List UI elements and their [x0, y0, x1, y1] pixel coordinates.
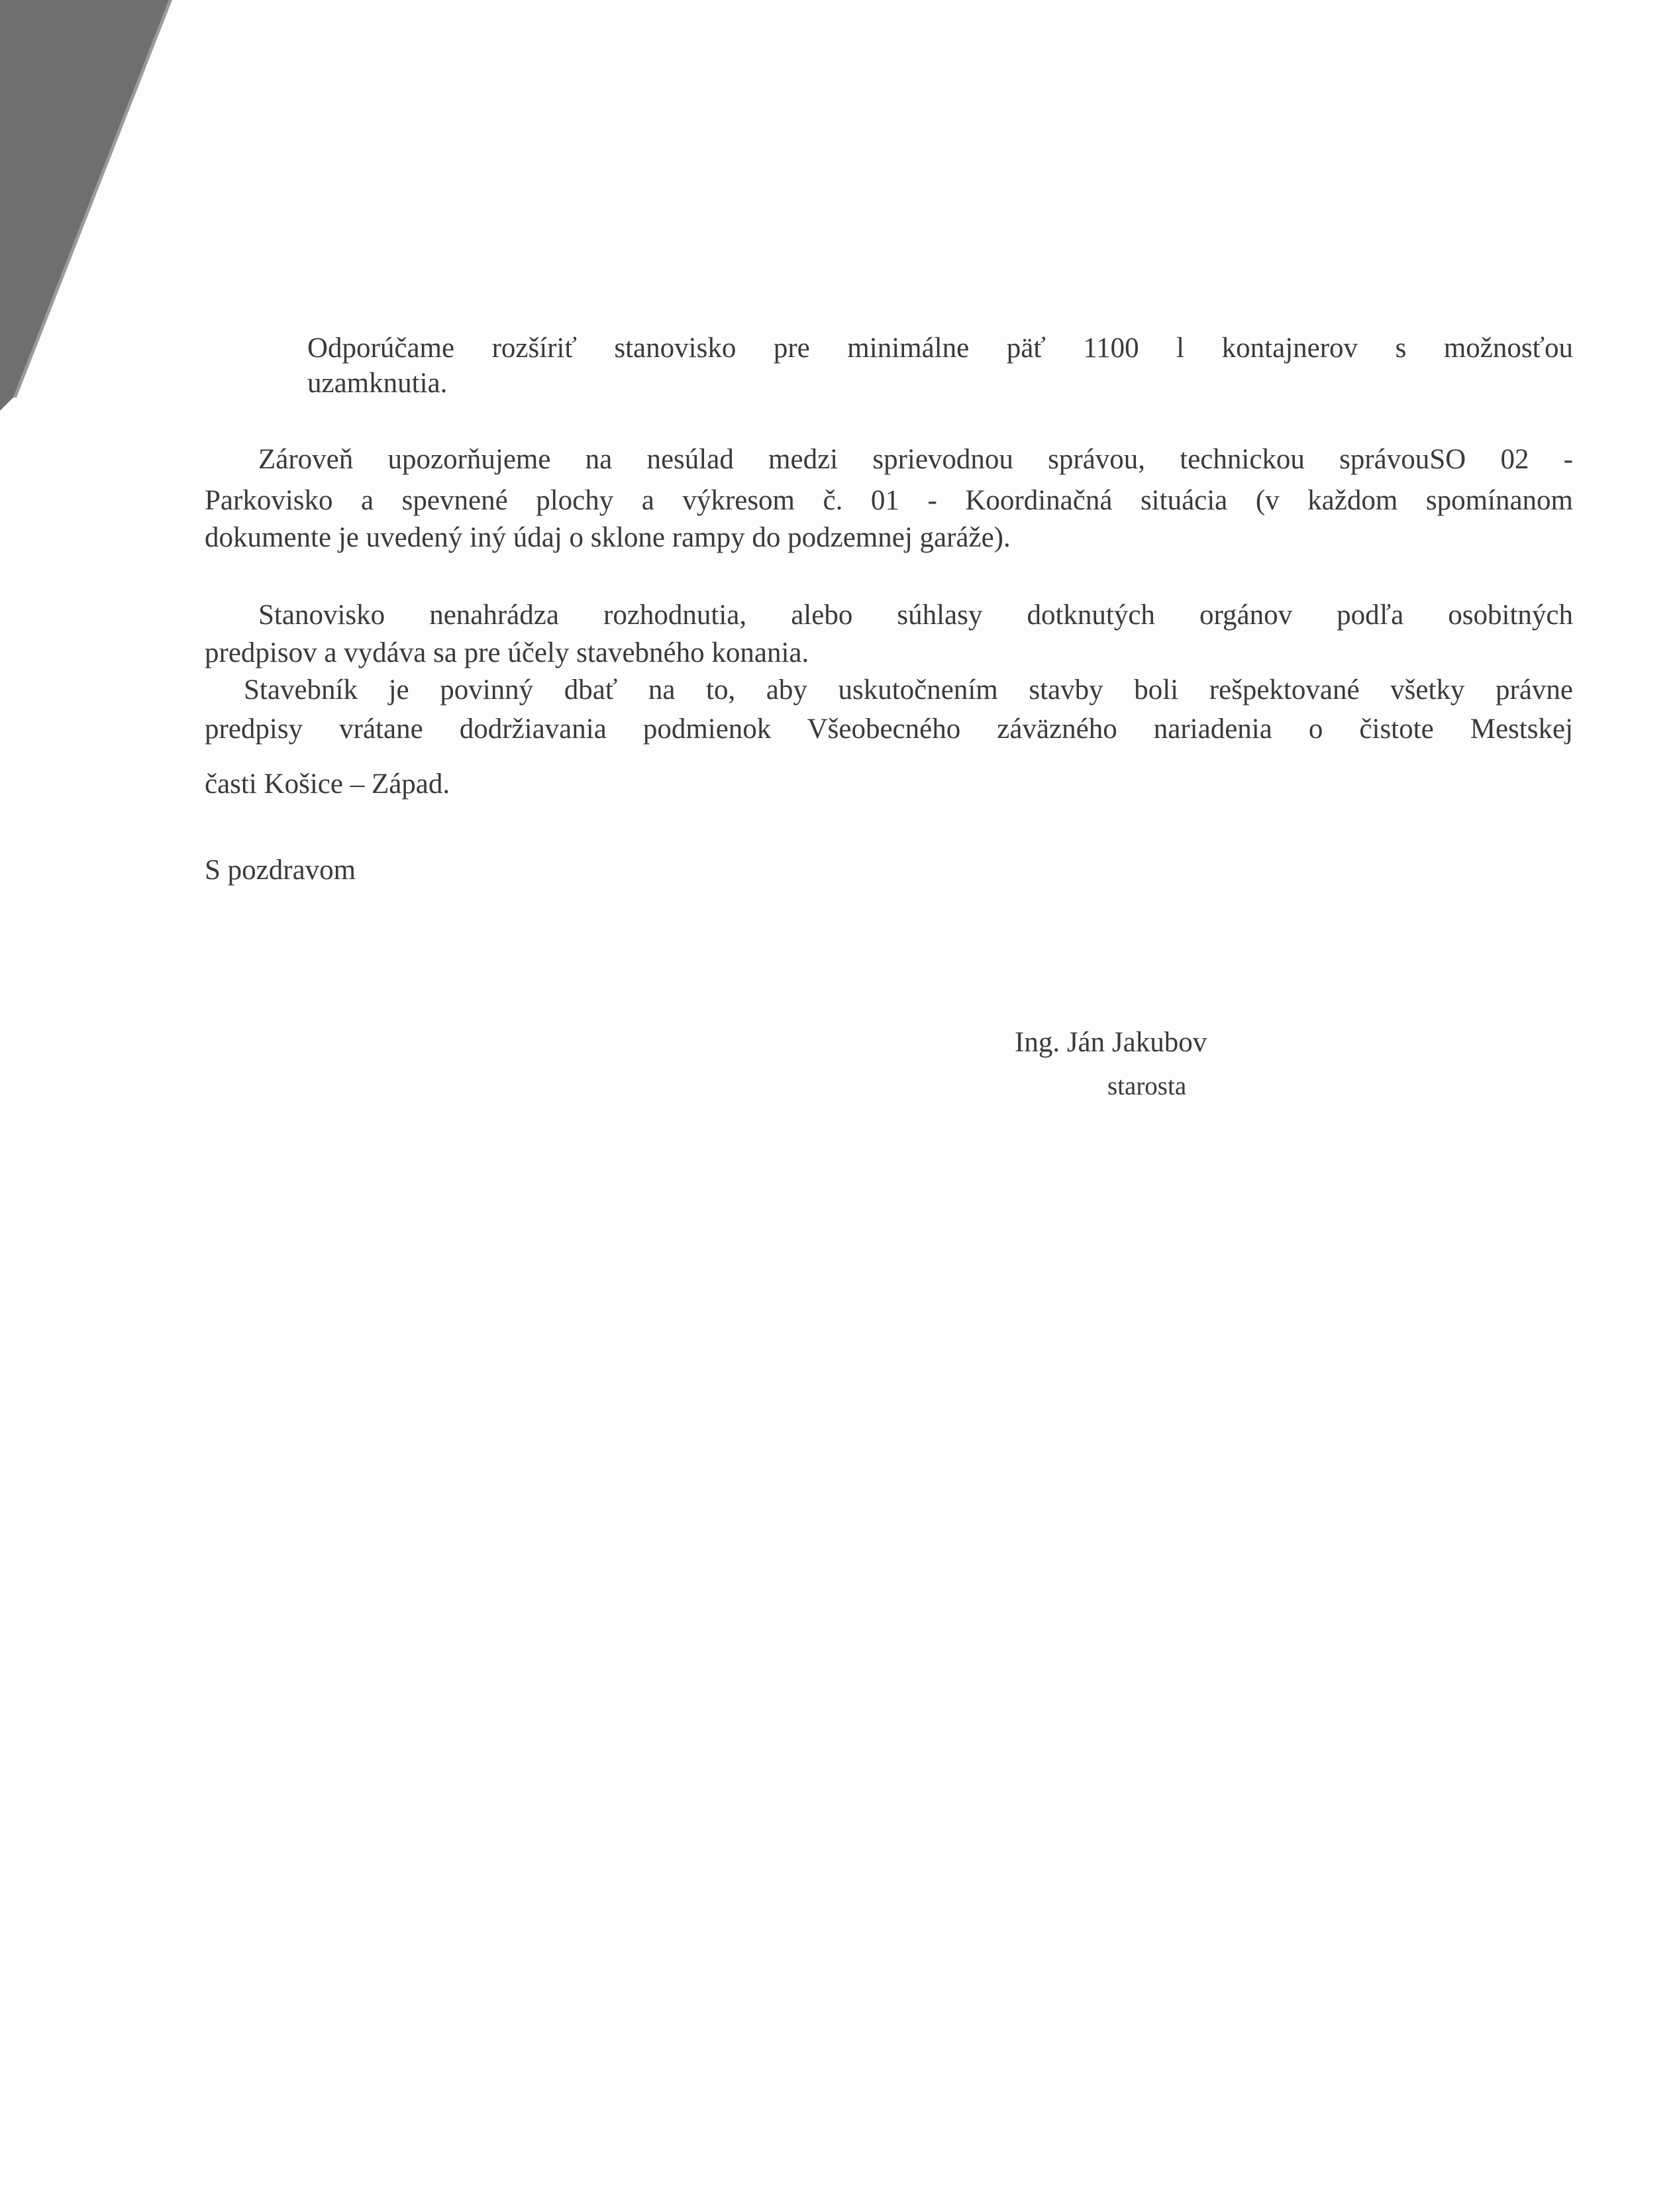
paragraph-4-line-2: predpisy vrátane dodržiavania podmienok Všeobecného záväzného nariadenia o čistote Mestskej: [205, 713, 1573, 745]
paragraph-1-line-2: uzamknutia.: [307, 368, 448, 399]
paragraph-3-line-2: predpisov a vydáva sa pre účely stavebného konania.: [205, 637, 809, 668]
paragraph-2-line-3: dokumente je uvedený iný údaj o sklone rampy do podzemnej garáže).: [205, 522, 1011, 553]
paragraph-1-line-1: Odporúčame rozšíriť stanovisko pre minimálne päť 1100 l kontajnerov s možnosťou: [307, 333, 1573, 364]
signatory-name: Ing. Ján Jakubov: [1015, 1027, 1207, 1058]
signatory-title: starosta: [1107, 1072, 1187, 1100]
paragraph-3-line-1: Stanovisko nenahrádza rozhodnutia, alebo súhlasy dotknutých orgánov podľa osobitných: [258, 600, 1573, 631]
scan-edge-shadow: [0, 0, 172, 411]
paragraph-4-line-3: časti Košice – Západ.: [205, 768, 450, 800]
paragraph-2-line-1: Zároveň upozorňujeme na nesúlad medzi sprievodnou správou, technickou správouSO 02 -: [258, 444, 1573, 475]
closing-greeting: S pozdravom: [205, 855, 356, 886]
paragraph-4-line-1: Stavebník je povinný dbať na to, aby uskutočnením stavby boli rešpektované všetky právne: [244, 674, 1573, 706]
paragraph-2-line-2: Parkovisko a spevnené plochy a výkresom č. 01 - Koordinačná situácia (v každom spomínanom: [205, 485, 1573, 516]
